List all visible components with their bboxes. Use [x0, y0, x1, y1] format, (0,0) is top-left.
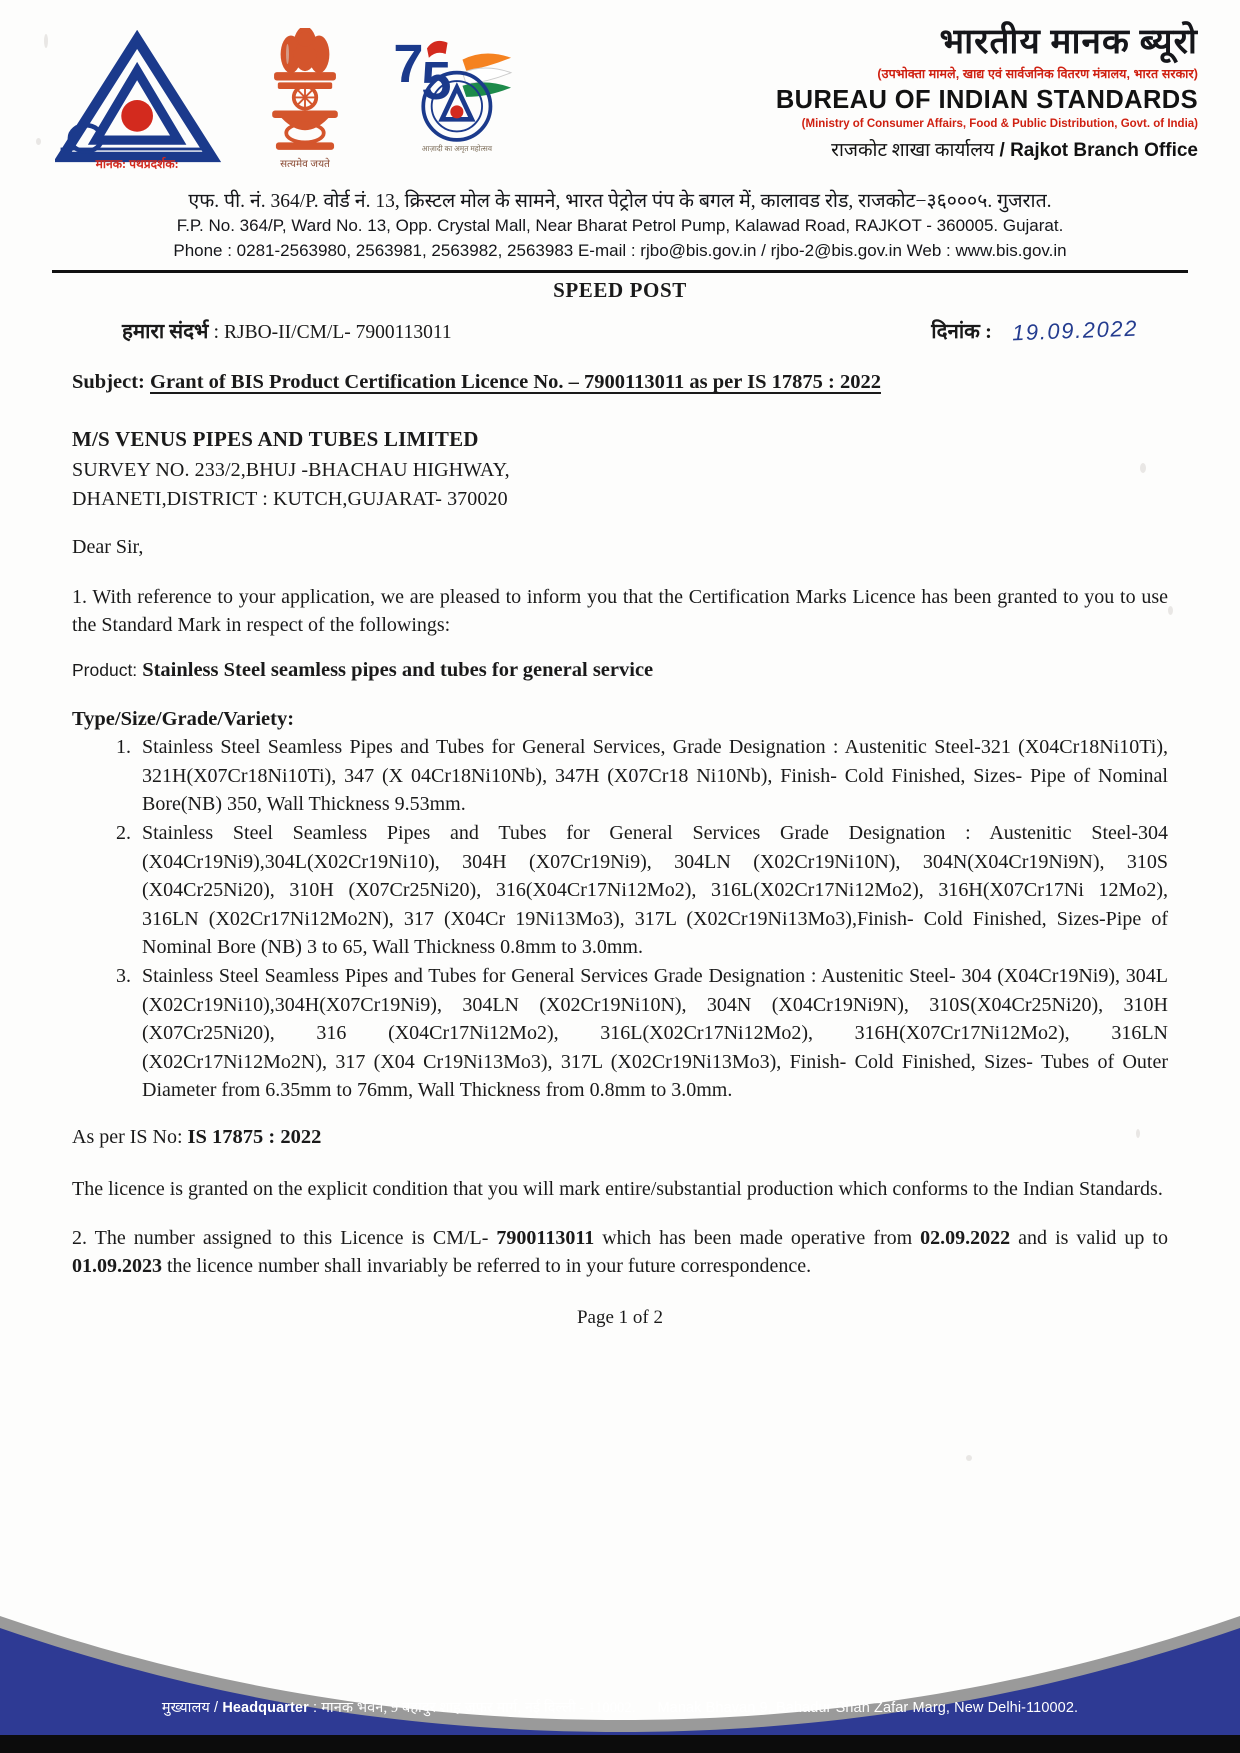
ministry-name-hindi: (उपभोक्ता मामले, खाद्य एवं सार्वजनिक वितरण मंत्रालय, भारत सरकार)	[877, 67, 1198, 82]
date-block	[931, 317, 1138, 345]
azadi-75-logo	[375, 18, 535, 171]
para2-licence-number: 7900113011	[496, 1226, 595, 1249]
as-per-is-label: As per IS No:	[72, 1126, 188, 1149]
office-address-block	[52, 189, 1188, 273]
ashoka-emblem-icon	[253, 28, 357, 178]
page-number: Page 1 of 2	[576, 1306, 663, 1328]
date-label: दिनांक :	[931, 321, 992, 343]
para2-prefix: 2. The number assigned to this Licence is CM/L-	[72, 1226, 497, 1249]
bis-logo	[30, 18, 235, 175]
speed-post-label: SPEED POST	[553, 278, 687, 302]
handwritten-date-value: 19.09.2022	[1011, 315, 1139, 346]
state-emblem	[235, 18, 375, 183]
paragraph-condition: The licence is granted on the explicit condition that you will mark entire/substantial production which conforms to the Indian Standards.	[72, 1178, 1163, 1201]
list-item: 2. Stainless Steel Seamless Pipes and Tubes for General Services Grade Designation : Austenitic Steel-304 (X04Cr19Ni9),304L(X02Cr19Ni10), 304H (X07Cr19Ni9), 304LN (X02Cr19Ni10N), 304N(X04Cr19Ni9N), 310S (X04Cr25Ni20), 310H (X07Cr25Ni20), 316(X04Cr17Ni12Mo2), 316L(X02Cr17Ni12Mo2), 316H(X07Cr17Ni 12Mo2), 316LN (X02Cr17Ni12Mo2N), 317 (X04Cr 19Ni13Mo3), 317L (X02Cr19Ni13Mo3),Finish- Cold Finished, Sizes-Pipe of Nominal Bore (NB) 3 to 65, Wall Thickness 0.8mm to 3.0mm.	[136, 819, 1168, 961]
organisation-identity	[535, 18, 1210, 162]
hq-address-english: Manak Bhavan 9, Bahadur Shah Zafar Marg, New Delhi-110002.	[657, 1700, 1079, 1716]
reference-separator: :	[208, 321, 224, 343]
product-value: Stainless Steel seamless pipes and tubes for general service	[142, 659, 654, 682]
salutation: Dear Sir,	[72, 535, 144, 558]
type-size-grade-heading: Type/Size/Grade/Variety:	[72, 708, 295, 731]
hq-address-hindi: मानक भवन, 9 बहादुर शाह जफर मार्ग, नई दिल्ली - 110002.	[321, 1700, 636, 1716]
para2-mid: which has been made operative from	[594, 1226, 921, 1249]
paragraph-1: 1. With reference to your application, we are pleased to inform you that the Certification Marks Licence has been granted to you to use the Standard Mark in respect of the followings:	[72, 585, 1168, 636]
paragraph-2	[72, 1224, 1168, 1281]
letter-body	[0, 230, 1240, 1329]
subject-value: Grant of BIS Product Certification Licence No. – 7900113011 as per IS 17875 : 2022	[150, 371, 881, 393]
hq-label-hindi: मुख्यालय	[161, 1700, 210, 1716]
para2-mid2: and is valid up to	[1010, 1226, 1168, 1249]
footer	[0, 1608, 1240, 1753]
subject-label: Subject:	[72, 371, 151, 393]
svg-text:5: 5	[421, 50, 452, 111]
ministry-name-english: (Ministry of Consumer Affairs, Food & Public Distribution, Govt. of India)	[801, 118, 1198, 131]
subject-line	[72, 371, 1168, 394]
hq-separator: /	[209, 1700, 223, 1716]
addressee-address-line-1: SURVEY NO. 233/2,BHUJ -BHACHAU HIGHWAY,	[72, 458, 510, 481]
reference-block	[122, 317, 452, 345]
addressee-block	[72, 424, 1168, 514]
org-name-english: BUREAU OF INDIAN STANDARDS	[775, 86, 1198, 115]
branch-name-hindi: राजकोट शाखा कार्यालय	[831, 140, 995, 162]
type-size-grade-list	[72, 733, 1168, 1104]
bis-logo-motto: मानक: पथप्रदर्शक:	[95, 157, 179, 170]
letterhead	[0, 0, 1240, 260]
addressee-address-line-2: DHANETI,DISTRICT : KUTCH,GUJARAT- 370020	[72, 487, 508, 510]
as-per-is-line	[72, 1126, 1168, 1149]
footer-wave-graphic	[0, 1608, 1240, 1753]
reference-date-row	[72, 317, 1168, 345]
product-label: Product:	[72, 660, 138, 681]
hq-colon: :	[308, 1700, 322, 1716]
scan-edge-strip	[0, 1735, 1240, 1753]
hq-label-english: Headquarter	[222, 1700, 309, 1716]
svg-text:7: 7	[393, 34, 424, 94]
svg-text:आज़ादी का अमृत महोत्सव: आज़ादी का अमृत महोत्सव	[421, 144, 493, 154]
emblem-motto: सत्यमेव जयते	[280, 158, 330, 170]
addressee-company-name: M/S VENUS PIPES AND TUBES LIMITED	[72, 427, 479, 451]
branch-name-english: Rajkot Branch Office	[1010, 140, 1198, 162]
para2-operative-from-date: 02.09.2022	[920, 1226, 1011, 1249]
as-per-is-value: IS 17875 : 2022	[187, 1126, 322, 1149]
footer-headquarter-line	[0, 1697, 1240, 1717]
anniversary-75-icon	[380, 26, 530, 166]
org-name-hindi: भारतीय मानक ब्यूरो	[939, 22, 1198, 61]
office-address-english: F.P. No. 364/P, Ward No. 13, Opp. Crystal Mall, Near Bharat Petrol Pump, Kalawad Road, RAJKOT - 360005. Gujarat.	[176, 216, 1064, 236]
para2-valid-upto-date: 01.09.2023	[72, 1255, 162, 1278]
list-item: 1. Stainless Steel Seamless Pipes and Tubes for General Services, Grade Designation : Austenitic Steel-321 (X04Cr18Ni10Ti), 321H(X07Cr18Ni10Ti), 347 (X 04Cr18Ni10Nb), 347H (X07Cr18 Ni10Nb), Finish- Cold Finished, Sizes- Pipe of Nominal Bore(NB) 350, Wall Thickness 9.53mm.	[136, 733, 1168, 818]
list-item: 3. Stainless Steel Seamless Pipes and Tubes for General Services Grade Designation : Austenitic Steel- 304 (X04Cr19Ni9), 304L (X02Cr19Ni10),304H(X07Cr19Ni9), 304LN (X02Cr19Ni10N), 304N (X04Cr19Ni9N), 310S(X04Cr25Ni20), 310H (X07Cr25Ni20), 316 (X04Cr17Ni12Mo2), 316L(X02Cr17Ni12Mo2), 316H(X07Cr17Ni12Mo2), 316LN (X02Cr17Ni12Mo2N), 317 (X04 Cr19Ni13Mo3), 317L (X02Cr19Ni13Mo3), Finish- Cold Finished, Sizes- Tubes of Outer Diameter from 6.35mm to 76mm, Wall Thickness from 0.8mm to 3.0mm.	[136, 962, 1168, 1104]
reference-value: RJBO-II/CM/L- 7900113011	[224, 322, 452, 343]
scan-artifact	[966, 1455, 972, 1461]
branch-office-line	[535, 136, 1198, 162]
para2-suffix: the licence number shall invariably be referred to in your future correspondence.	[162, 1255, 812, 1278]
office-contact-line: Phone : 0281-2563980, 2563981, 2563982, 2563983 E-mail : rjbo@bis.gov.in / rjbo-2@bis.gov.in Web : www.bis.gov.in	[173, 240, 1067, 260]
product-line	[72, 659, 1168, 682]
reference-label: हमारा संदर्भ	[122, 321, 209, 343]
branch-separator: /	[994, 140, 1011, 162]
office-address-hindi: एफ. पी. नं. 364/P. वोर्ड नं. 13, क्रिस्टल मोल के सामने, भारत पेट्रोल पंप के बगल में, कालावड रोड, राजकोट−३६०००५. गुजरात.	[188, 191, 1052, 212]
bis-standard-mark-icon	[55, 30, 223, 170]
